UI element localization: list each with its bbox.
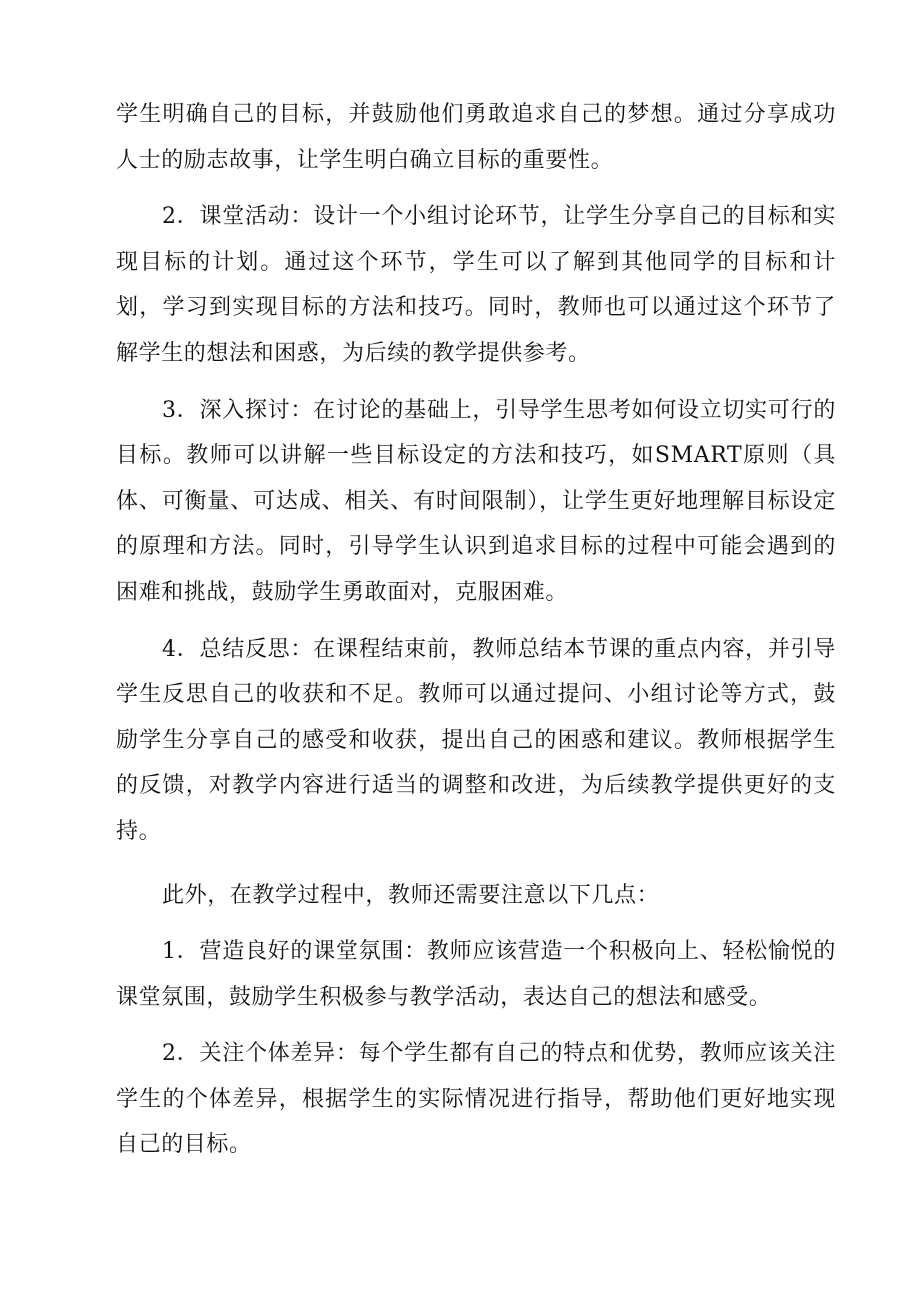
paragraph-summary-reflection: 4．总结反思：在课程结束前，教师总结本节课的重点内容，并引导学生反思自己的收获和不足。教师可以通过提问、小组讨论等方式，鼓励学生分享自己的感受和收获，提出自己的困惑和建议。教师根据学生的反馈，对教学内容进行适当的调整和改进，为后续教学提供更好的支持。 <box>116 636 836 844</box>
document-body <box>116 92 836 1168</box>
paragraph-in-depth-discussion: 3．深入探讨：在讨论的基础上，引导学生思考如何设立切实可行的目标。教师可以讲解一些目标设定的方法和技巧，如SMART原则（具体、可衡量、可达成、相关、有时间限制），让学生更好地理解目标设定的原理和方法。同时，引导学生认识到追求目标的过程中可能会遇到的困难和挑战，鼓励学生勇敢面对，克服困难。 <box>116 397 836 605</box>
paragraph-intro-continued: 学生明确自己的目标，并鼓励他们勇敢追求自己的梦想。通过分享成功人士的励志故事，让学生明白确立目标的重要性。 <box>116 102 836 173</box>
paragraph-additional-notes: 此外，在教学过程中，教师还需要注意以下几点： <box>162 882 660 908</box>
paragraph-individual-differences: 2．关注个体差异：每个学生都有自己的特点和优势，教师应该关注学生的个体差异，根据学生的实际情况进行指导，帮助他们更好地实现自己的目标。 <box>116 1041 836 1158</box>
paragraph-classroom-activity: 2．课堂活动：设计一个小组讨论环节，让学生分享自己的目标和实现目标的计划。通过这个环节，学生可以了解到其他同学的目标和计划，学习到实现目标的方法和技巧。同时，教师也可以通过这个环节了解学生的想法和困惑，为后续的教学提供参考。 <box>116 204 836 366</box>
paragraph-classroom-atmosphere: 1．营造良好的课堂氛围：教师应该营造一个积极向上、轻松愉悦的课堂氛围，鼓励学生积极参与教学活动，表达自己的想法和感受。 <box>116 939 836 1010</box>
